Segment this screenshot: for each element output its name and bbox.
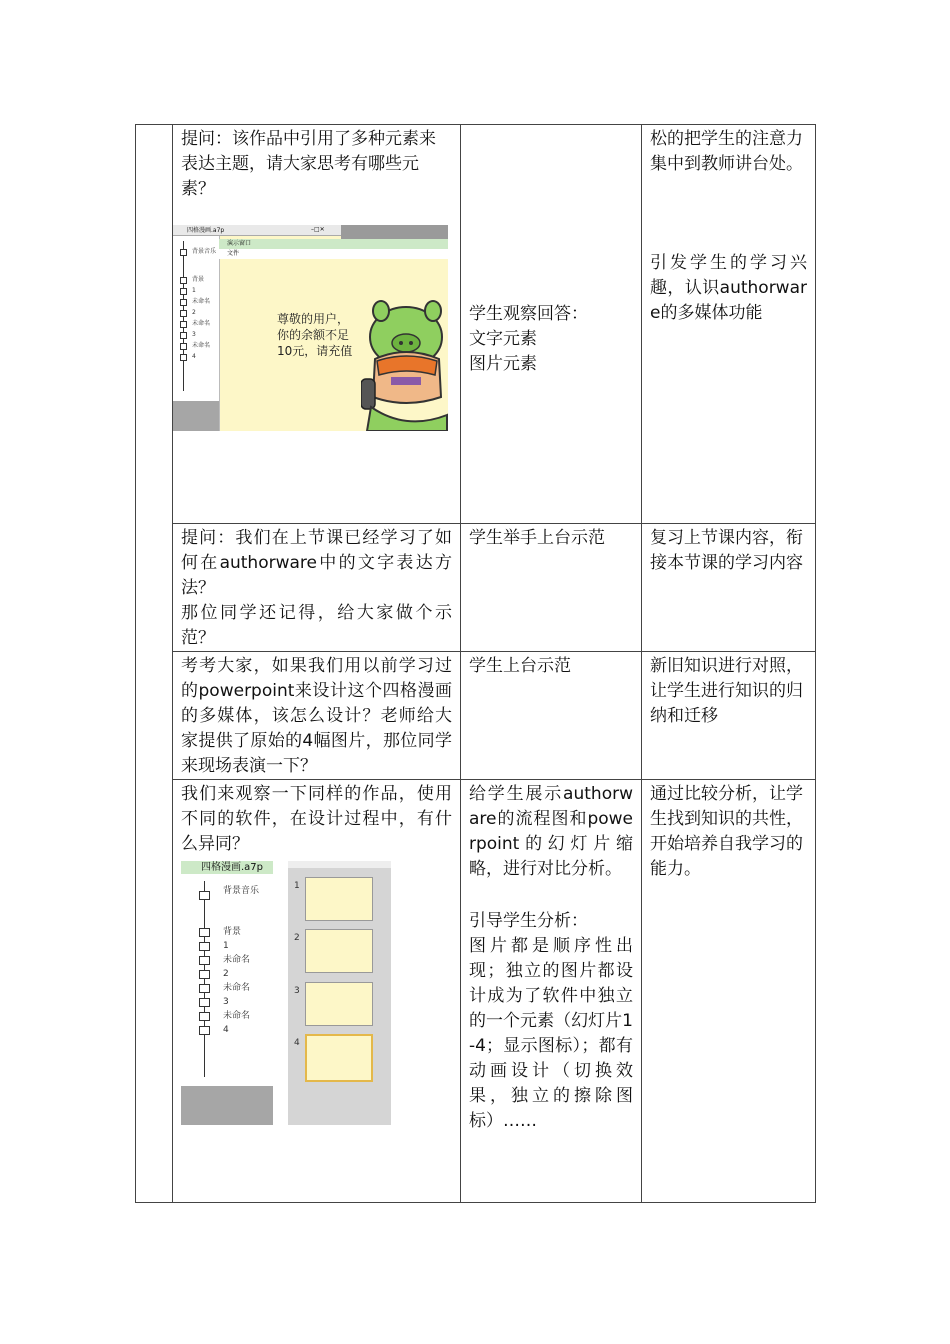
slide-number: 4 [294, 1038, 300, 1048]
content-cell [173, 125, 461, 524]
flowline-panel [173, 225, 220, 431]
panel-header [288, 861, 391, 868]
student-text: 学生观察回答： 文字元素 图片元素 [469, 304, 588, 374]
student-text: 引导学生分析： 图片都是顺序性出现；独立的图片都设计成为了软件中独立的一个元素（幻灯片1-4；显示图标）；都有动画设计（切换效果，独立的擦除图标）…… [469, 911, 633, 1131]
student-cell [461, 125, 642, 524]
table-row [136, 652, 816, 780]
intent-text: 引发学生的学习兴趣，认识authorware的多媒体功能 [650, 253, 807, 323]
display-icon [199, 928, 210, 937]
presentation-window-title [219, 239, 448, 249]
flow-label: 未命名 [223, 955, 251, 965]
intent-text: 松的把学生的注意力集中到教师讲台处。 [650, 129, 803, 174]
intent-text: 新旧知识进行对照，让学生进行知识的归纳和迁移 [650, 656, 803, 726]
student-text: 学生上台示范 [469, 656, 571, 676]
flow-label: 未命名 [192, 320, 211, 327]
erase-icon [180, 299, 187, 306]
gray-panel [173, 401, 219, 431]
display-icon [180, 354, 187, 361]
authorware-flowline-panel [181, 861, 273, 1125]
table-row [136, 524, 816, 652]
table-row [136, 780, 816, 1203]
content-text: 我们来观察一下同样的作品，使用不同的软件，在设计过程中，有什么异同？ [181, 784, 452, 854]
erase-icon [180, 343, 187, 350]
content-text: 提问：该作品中引用了多种元素来表达主题，请大家思考有哪些元素？ [181, 129, 436, 199]
intent-cell [642, 652, 816, 780]
flow-label: 未命名 [223, 983, 251, 993]
slide-number: 1 [294, 881, 300, 891]
display-icon [199, 1026, 210, 1035]
flow-label: 背景 [223, 927, 242, 937]
slide-thumbnail [305, 877, 373, 921]
student-text: 学生举手上台示范 [469, 528, 605, 548]
menu-file: 文件 [227, 250, 240, 257]
sound-icon [199, 891, 210, 900]
menu-bar [219, 249, 448, 259]
student-cell [461, 780, 642, 1203]
content-text: 提问：我们在上节课已经学习了如何在authorware中的文字表达方法？ 那位同学还记得，给大家做个示范？ [181, 528, 452, 648]
erase-icon [199, 956, 210, 965]
flow-label: 背景音乐 [192, 248, 217, 255]
erase-icon [199, 984, 210, 993]
display-icon [180, 288, 187, 295]
display-icon [180, 310, 187, 317]
erase-icon [180, 321, 187, 328]
slide-thumbnail-panel [288, 861, 391, 1125]
content-cell [173, 652, 461, 780]
file-title: 四格漫画.a7p [187, 227, 225, 234]
content-text: 考考大家，如果我们用以前学习过的powerpoint来设计这个四格漫画的多媒体，该怎么设计？老师给大家提供了原始的4幅图片，那位同学来现场表演一下？ [181, 656, 452, 776]
student-cell [461, 652, 642, 780]
intent-text: 复习上节课内容，衔接本节课的学习内容 [650, 528, 803, 573]
intent-text: 通过比较分析，让学生找到知识的共性，开始培养自我学习的能力。 [650, 784, 803, 879]
slide-thumbnail [305, 929, 373, 973]
window-buttons-icon: –□✕ [311, 226, 325, 233]
window-title: 演示窗口 [227, 240, 252, 247]
flow-label: 3 [192, 331, 196, 338]
table-row [136, 125, 816, 524]
display-icon [180, 332, 187, 339]
intent-cell [642, 524, 816, 652]
student-cell [461, 524, 642, 652]
flow-label: 1 [223, 941, 229, 951]
flow-label: 未命名 [192, 298, 211, 305]
flow-label: 未命名 [223, 1011, 251, 1021]
comic-message: 尊敬的用户， 你的余额不足 10元，请充值 [277, 312, 353, 358]
display-icon [199, 998, 210, 1007]
intent-cell [642, 780, 816, 1203]
erase-icon [199, 1012, 210, 1021]
slide-thumbnail-selected [305, 1034, 373, 1082]
slide-number: 2 [294, 933, 300, 943]
index-column [136, 125, 173, 1203]
flow-label: 4 [192, 353, 196, 360]
sound-icon [180, 249, 187, 256]
flow-label: 未命名 [192, 342, 211, 349]
intent-cell [642, 125, 816, 524]
lesson-table [135, 124, 816, 1203]
flow-label: 背景音乐 [223, 886, 260, 896]
comparison-screenshot [181, 861, 396, 1125]
pig-cartoon-image [361, 297, 448, 431]
authorware-screenshot [173, 225, 448, 431]
flow-label: 1 [192, 287, 196, 294]
slide-number: 3 [294, 986, 300, 996]
gray-panel [181, 1086, 273, 1125]
flow-label: 2 [223, 969, 229, 979]
display-icon [199, 942, 210, 951]
slide-thumbnail [305, 982, 373, 1026]
file-title-bar [181, 861, 273, 874]
flowline [204, 881, 205, 1077]
student-text: 给学生展示authorware的流程图和powerpoint的幻灯片缩略，进行对比分析。 [469, 784, 633, 879]
flow-label: 4 [223, 1025, 229, 1035]
file-title: 四格漫画.a7p [201, 862, 264, 873]
flow-label: 背景 [192, 276, 205, 283]
flow-label: 3 [223, 997, 229, 1007]
content-cell [173, 780, 461, 1203]
display-icon [180, 277, 187, 284]
gray-bar [341, 225, 448, 239]
content-cell [173, 524, 461, 652]
display-icon [199, 970, 210, 979]
flow-label: 2 [192, 309, 196, 316]
